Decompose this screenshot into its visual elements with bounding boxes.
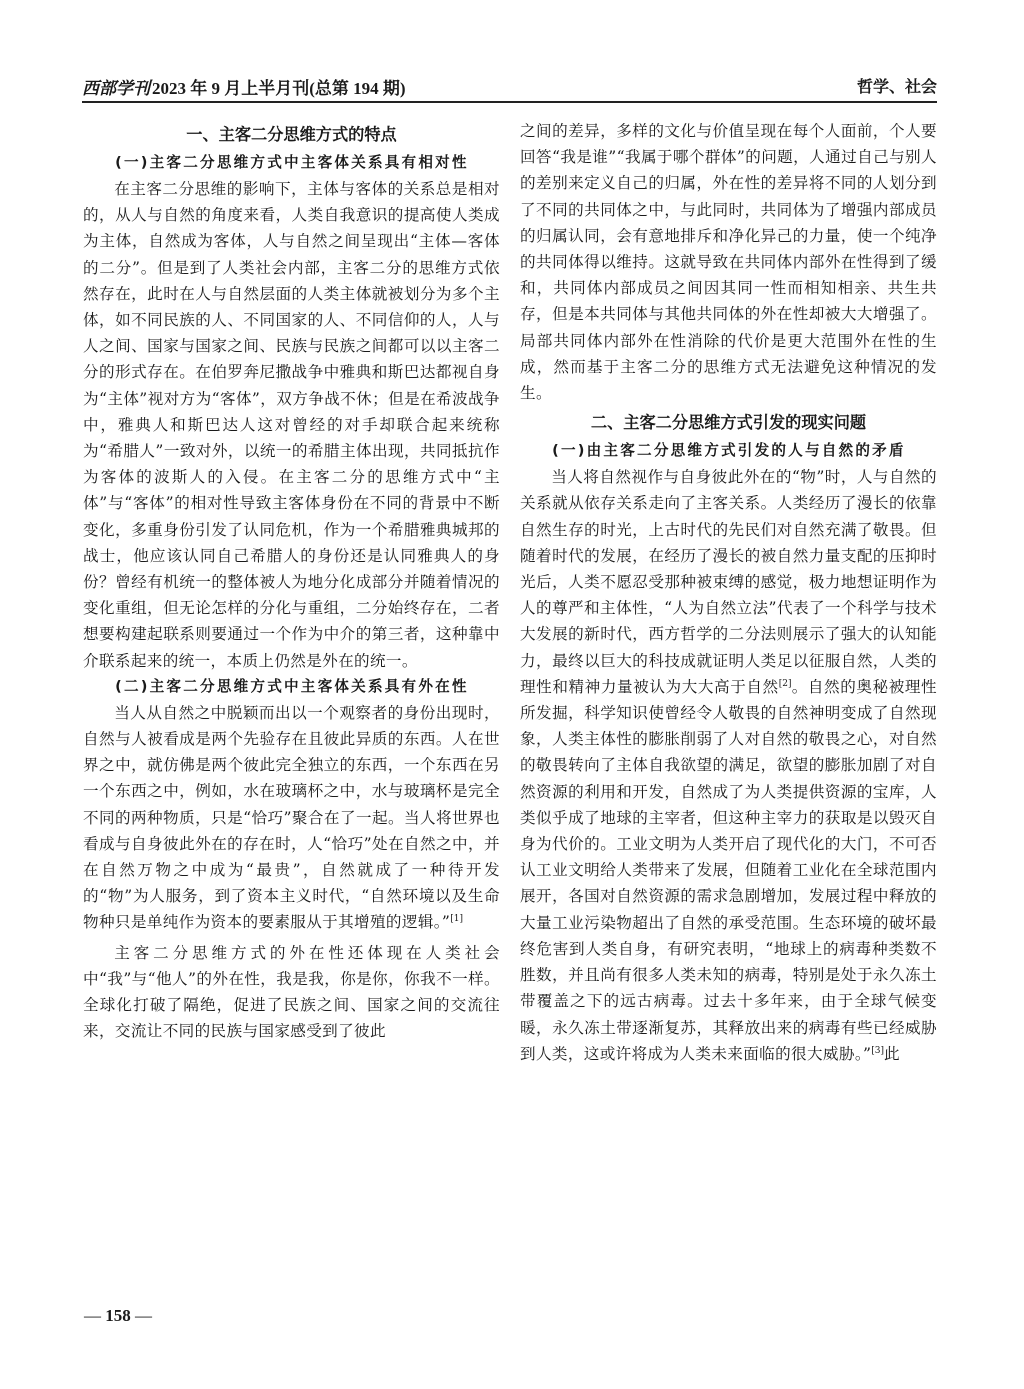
right-column (520, 118, 937, 1067)
citation-ref-2: [2] (778, 678, 792, 689)
page-footer (84, 1306, 152, 1326)
paragraph-left-3: 主客二分思维方式的外在性还体现在人类社会中“我”与“他人”的外在性，我是我，你是你，你我不一样。全球化打破了隔绝，促进了民族之间、国家之间的交流往来，交流让不同的民族与国家感受到了彼此 (83, 943, 500, 1041)
paragraph-left-2-text: 当人从自然之中脱颖而出以一个观察者的身份出现时，自然与人被看成是两个先验存在且彼此异质的东西。人在世界之中，就仿佛是两个彼此完全独立的东西，一个东西在另一个东西之中，例如，水在玻璃杯之中，水与玻璃杯是完全不同的两种物质，只是“恰巧”聚合在了一起。当人将世界也看成与自身彼此外在的存在时，人“恰巧”处在自然之中，并在自然万物之中成为“最贵”，自然就成了一种待开发的“物”为人服务，到了资本主义时代，“自然环境以及生命物种只是单纯作为资本的要素服从于其增殖的逻辑。” (83, 703, 500, 932)
journal-title (82, 74, 406, 99)
paragraph-right-2 (520, 464, 937, 1067)
paragraph-right-2b-text: 。自然的奥秘被理性所发掘，科学知识使曾经令人敬畏的自然神明变成了自然现象，人类主体性的膨胀削弱了人对自然的敬畏之心，对自然的敬畏转向了主体自我欲望的满足，欲望的膨胀加剧了对自然资源的利用和开发，自然成了为人类提供资源的宝库，人类似乎成了地球的主宰者，但这种主宰力的获取是以毁灭自身为代价的。工业文明为人类开启了现代化的大门，不可否认工业文明给人类带来了发展，但随着工业化在全球范围内展开，各国对自然资源的需求急剧增加，发展过程中释放的大量工业污染物超出了自然的承受范围。生态环境的破坏最终危害到人类自身，有研究表明，“地球上的病毒种类数不胜数，并且尚有很多人类未知的病毒，特别是处于永久冻土带覆盖之下的远古病毒。过去十多年来，由于全球气候变暖，永久冻土带逐渐复苏，其释放出来的病毒有些已经威胁到人类，这或许将成为人类未来面临的很大威胁。” (520, 677, 937, 1063)
paragraph-left-1: 在主客二分思维的影响下，主体与客体的关系总是相对的，从人与自然的角度来看，人类自我意识的提高使人类成为主体，自然成为客体，人与自然之间呈现出“主体—客体的二分”。但是到了人类社会内部，主客二分的思维方式依然存在，此时在人与自然层面的人类主体就被划分为多个主体，如不同民族的人、不同国家的人、不同信仰的人，人与人之间、国家与国家之间、民族与民族之间都可以以主客二分的形式存在。在伯罗奔尼撒战争中雅典和斯巴达都视自身为“主体”视对方为“客体”，双方争战不休；但是在希波战争中，雅典人和斯巴达人这对曾经的对手却联合起来统称为“希腊人”一致对外，以统一的希腊主体出现，共同抵抗作为客体的波斯人的入侵。在主客二分的思维方式中“主体”与“客体”的相对性导致主客体身份在不同的背景中不断变化，多重身份引发了认同危机，作为一个希腊雅典城邦的战士，他应该认同自己希腊人的身份还是认同雅典人的身份？曾经有机统一的整体被人为地分化成部分并随着情况的变化重组，但无论怎样的分化与重组，二分始终存在，二者想要构建起联系则要通过一个作为中介的第三者，这种靠中介联系起来的统一，本质上仍然是外在的统一。 (83, 180, 500, 670)
page-number: 158 (105, 1306, 131, 1325)
header-rule (82, 101, 937, 103)
paragraph-left-2 (83, 700, 500, 936)
running-header (82, 74, 937, 100)
citation-ref-1: [1] (450, 914, 463, 925)
paragraph-right-2a-text: 当人将自然视作与自身彼此外在的“物”时，人与自然的关系就从依存关系走向了主客关系。人类经历了漫长的依靠自然生存的时光，上古时代的先民们对自然充满了敬畏。但随着时代的发展，在经历了漫长的被自然力量支配的压抑时光后，人类不愿忍受那种被束缚的感觉，极力地想证明作为人的尊严和主体性，“人为自然立法”代表了一个科学与技术大发展的新时代，西方哲学的二分法则展示了强大的认知能力，最终以巨大的科技成就证明人类足以征服自然，人类的理性和精神力量被认为大大高于自然 (520, 468, 937, 696)
citation-ref-3: [3] (871, 1045, 885, 1056)
left-column (83, 118, 500, 1045)
section-label: 哲学、社会 (856, 77, 937, 96)
paragraph-right-1: 之间的差异，多样的文化与价值呈现在每个人面前，个人要回答“我是谁”“我属于哪个群体”的问题，人通过自己与别人的差别来定义自己的归属，外在性的差异将不同的人划分到了不同的共同体之中，与此同时，共同体为了增强内部成员的归属认同，会有意地排斥和净化异己的力量，使一个纯净的共同体得以维持。这就导致在共同体内部外在性得到了缓和，共同体内部成员之间因其同一性而相知相亲、共生共存，但是本共同体与其他共同体的外在性却被大大增强了。局部共同体内部外在性消除的代价是更大范围外在性的生成，然而基于主客二分的思维方式无法避免这种情况的发生。 (520, 122, 937, 403)
journal-logo: 西部学刊 (82, 79, 150, 99)
subsection-heading-1-1: (一)主客二分思维方式中主客体关系具有相对性 (115, 154, 469, 171)
section-heading-2: 二、主客二分思维方式引发的现实问题 (590, 413, 867, 433)
footer-dash-left: — (84, 1306, 101, 1325)
journal-issue: 2023 年 9 月上半月刊(总第 194 期) (152, 79, 406, 98)
footer-dash-right: — (135, 1306, 152, 1325)
subsection-heading-1-2: (二)主客二分思维方式中主客体关系具有外在性 (115, 677, 469, 695)
section-heading-1: 一、主客二分思维方式的特点 (186, 125, 397, 144)
subsection-heading-2-1: (一)由主客二分思维方式引发的人与自然的矛盾 (552, 442, 906, 460)
paragraph-right-2c-text: 此 (884, 1044, 900, 1063)
